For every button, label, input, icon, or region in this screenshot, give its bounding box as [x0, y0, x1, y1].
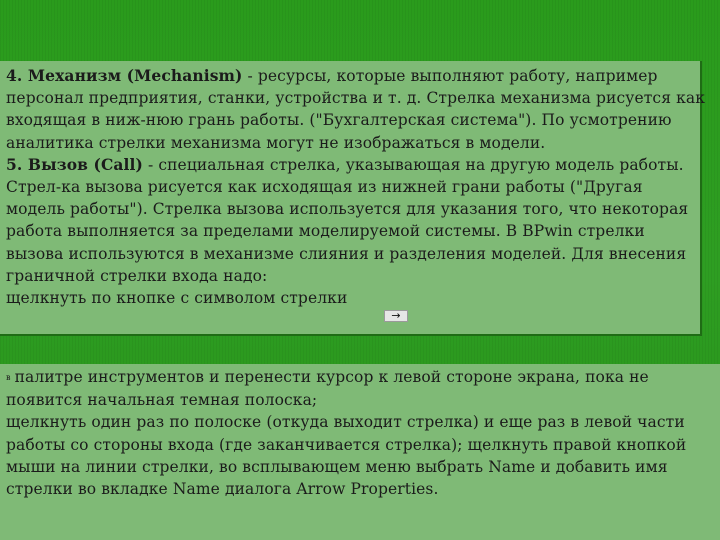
text-line: стрелки во вкладке Name диалога Arrow Properties. [6, 480, 439, 499]
call-heading: 5. Вызов (Call) [6, 154, 143, 174]
mechanism-heading: 4. Механизм (Mechanism) [6, 66, 243, 85]
text-run: в [6, 373, 11, 382]
text-line [6, 154, 700, 176]
text-line: персонал предприятия, станки, устройства и т. д. Стрелка механизма рисуется как [6, 89, 706, 108]
text-run: палитре инструментов и перенести курсор к левой стороне экрана, пока не [14, 368, 649, 386]
text-run: - ресурсы, которые выполняют работу, например [242, 67, 658, 85]
text-line: аналитика стрелки механизма могут не изображаться в модели. [6, 133, 546, 152]
text-line: входящая в ниж-нюю грань работы. ("Бухгалтерская система"). По усмотрению [6, 111, 672, 130]
text-line: работы со стороны входа (где заканчивается стрелка); щелкнуть правой кнопкой [6, 435, 687, 454]
text-line: Стрел-ка вызова рисуется как исходящая из нижней грани работы ("Другая [6, 178, 643, 197]
text-line [6, 366, 712, 389]
arrow-tool-icon: → [384, 310, 408, 322]
text-line: щелкнуть по кнопке с символом стрелки [6, 289, 348, 308]
text-line: вызова используются в механизме слияния и разделения моделей. Для внесения [6, 244, 687, 263]
text-line: работа выполняется за пределами моделируемой системы. В BPwin стрелки [6, 222, 645, 241]
text-line: мыши на линии стрелки, во всплывающем меню выбрать Name и добавить имя [6, 457, 668, 476]
text-line: модель работы"). Стрелка вызова используется для указания того, что некоторая [6, 200, 689, 219]
text-line: щелкнуть один раз по полоске (откуда выходит стрелка) и еще раз в левой части [6, 413, 685, 432]
text-line: граничной стрелки входа надо: [6, 266, 268, 285]
text-run: - специальная стрелка, указывающая на другую модель работы. [142, 155, 684, 174]
text-line [6, 65, 700, 87]
paragraph-mechanism-call [6, 65, 706, 309]
paragraph-instructions [6, 366, 712, 500]
text-line: появится начальная темная полоска; [6, 391, 318, 410]
